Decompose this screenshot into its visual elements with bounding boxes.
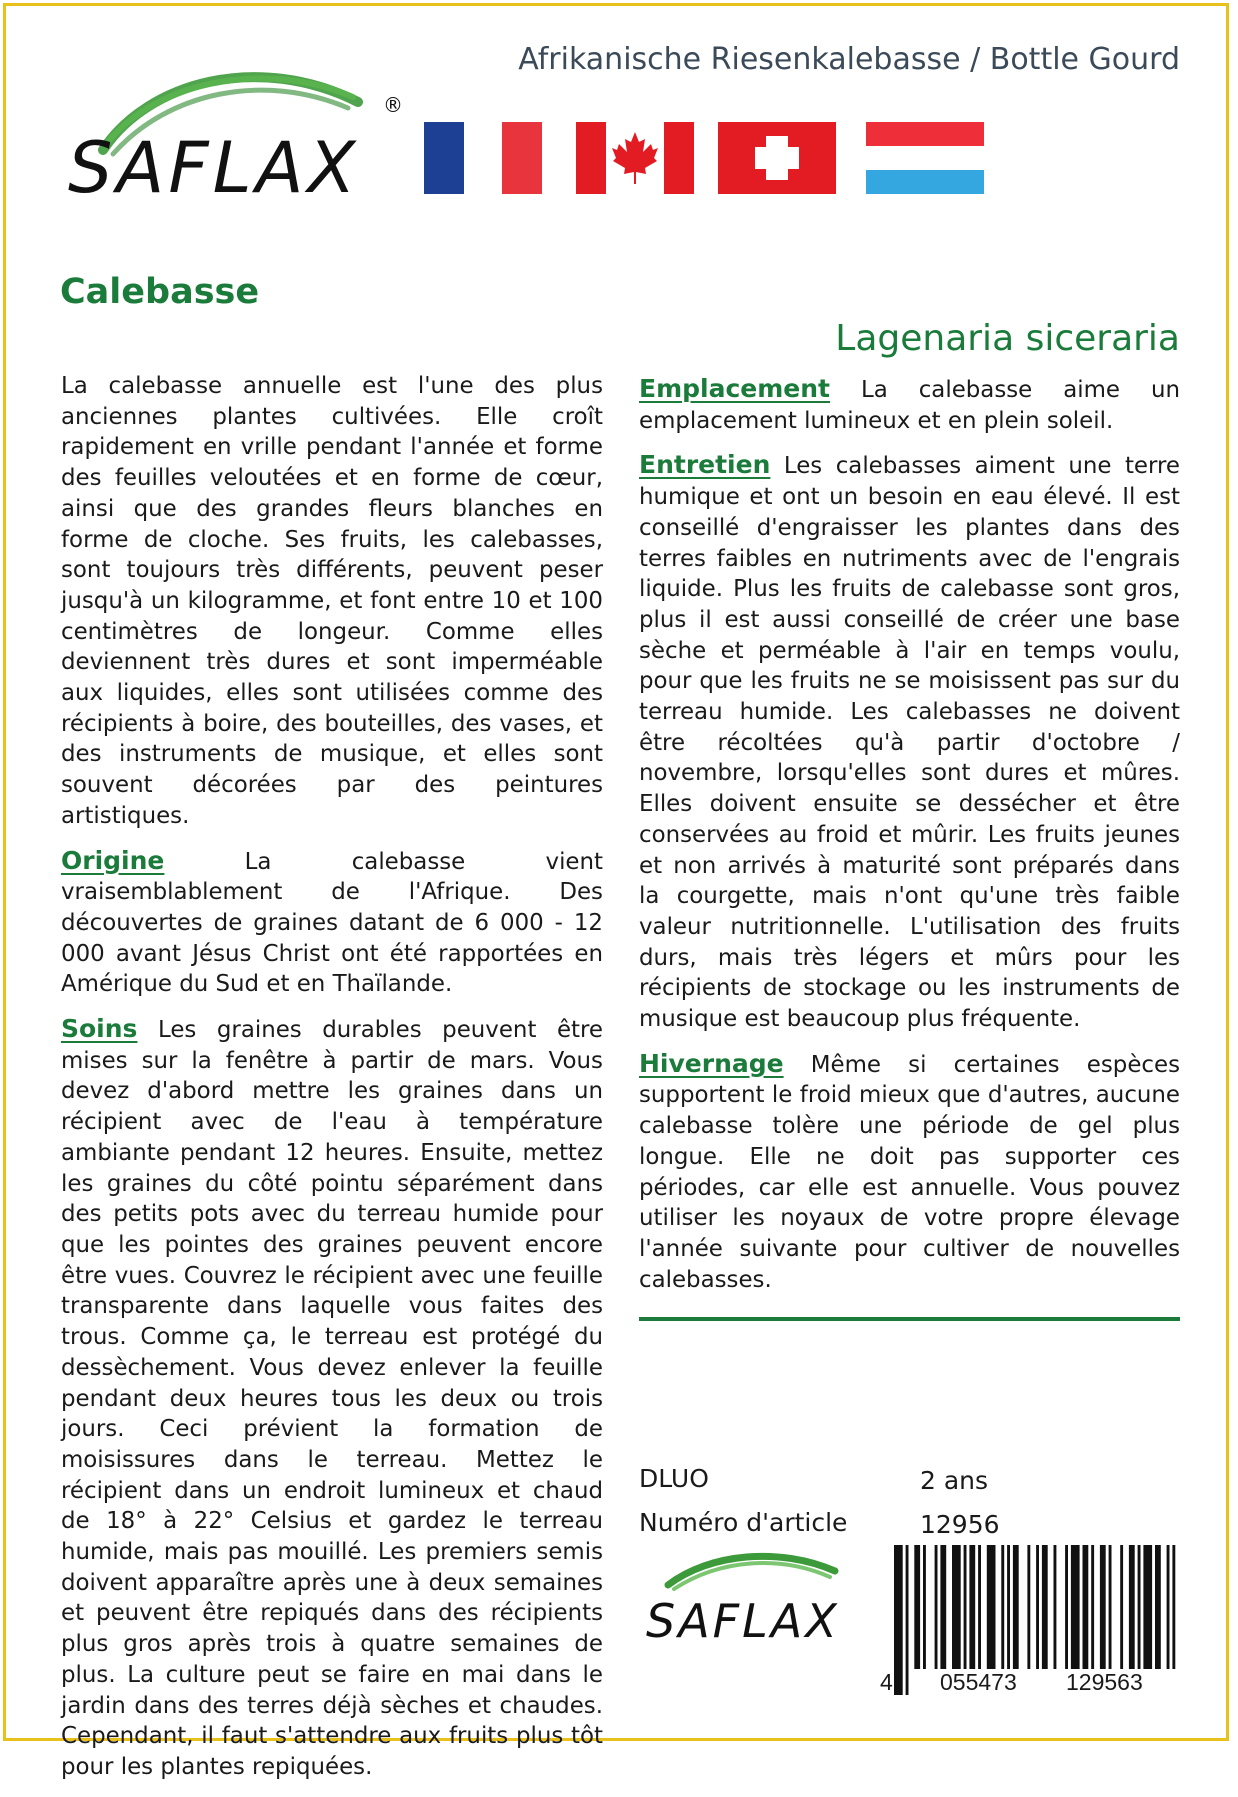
left-column: [61, 371, 603, 1797]
saflax-logo: [58, 42, 418, 212]
luxembourg-flag-icon: [866, 122, 984, 194]
dluo-label: DLUO: [639, 1464, 709, 1493]
barcode-bar: [906, 1545, 909, 1695]
barcode-bar: [978, 1545, 981, 1669]
emplacement-section: [639, 374, 1180, 436]
barcode-bar: [940, 1545, 946, 1669]
entretien-text: Les calebasses aiment une terre humique et ont un besoin en eau élevé. Il est conseillé d'engraisser les plantes dans des terres faibles en nutriments avec de l'engrais liquide. Plus les fruits de calebasse sont gros, plus il est aussi conseillé de créer une base sèche et perméable à l'air en temps voulu, pour que les fruits ne se moisissent pas sur du terreau humide. Les calebasses ne doivent être récoltées qu'à partir d'octobre / novembre, lorsqu'elles sont dures et mûres. Elles doivent ensuite se dessécher et être conservées au froid et mûrir. Les fruits jeunes et non arrivés à maturité sont préparés dans la courgette, mais n'ont qu'une très faible valeur nutritionnelle. L'utilisation des fruits durs, mais très légers et mûrs pour les récipients de stockage ou les instruments de musique est beaucoup plus fréquente.: [639, 453, 1180, 1033]
dluo-value: 2 ans: [920, 1466, 989, 1495]
barcode-bar: [1100, 1545, 1106, 1669]
page-title: Calebasse: [60, 272, 260, 312]
svg-text:®: ®: [383, 93, 403, 117]
barcode-bar: [1054, 1545, 1057, 1669]
origine-section: [61, 846, 603, 1001]
barcode-bar: [969, 1545, 975, 1669]
entretien-section: [639, 450, 1180, 1034]
origine-heading: Origine: [61, 845, 165, 875]
barcode-bar: [1120, 1545, 1123, 1669]
hivernage-section: [639, 1049, 1180, 1296]
barcode-bar: [1036, 1545, 1039, 1669]
svg-text:SAFLAX: SAFLAX: [68, 127, 360, 209]
barcode-bar: [1091, 1545, 1094, 1669]
barcode-bar: [964, 1545, 967, 1669]
barcode-bar: [1027, 1545, 1030, 1669]
barcode-bar: [1109, 1545, 1112, 1669]
barcode-bar: [1172, 1545, 1175, 1669]
barcode-bar: [923, 1545, 926, 1669]
barcode-bar: [1129, 1545, 1135, 1669]
barcode-bar: [1007, 1545, 1010, 1669]
intro-paragraph: La calebasse annuelle est l'une des plus anciennes plantes cultivées. Elle croît rapidement en vrille pendant l'année et forme des feuilles veloutées et en forme de cœur, ainsi que des grandes fleurs blanches en forme de cloche. Ses fruits, les calebasses, sont toujours très différents, peuvent peser jusqu'à un kilogramme, et font entre 10 et 100 centimètres de longeur. Comme elles deviennent très dures et sont imperméable aux liquides, elles sont utilisées comme des récipients à boire, des bouteilles, des vases, et des instruments de musique, et elles sont souvent décorées par des peintures artistiques.: [61, 373, 603, 829]
barcode-bar: [1143, 1545, 1152, 1669]
barcode-digit-first: 4: [880, 1669, 893, 1695]
barcode-bar: [914, 1545, 920, 1669]
barcode-bar: [1155, 1545, 1161, 1669]
barcode-bar: [1042, 1545, 1048, 1669]
latin-name: Lagenaria siceraria: [835, 318, 1180, 359]
barcode-digits-middle: 055473: [940, 1669, 1017, 1695]
soins-heading: Soins: [61, 1014, 138, 1044]
emplacement-heading: Emplacement: [639, 374, 830, 403]
soins-section: [61, 1014, 603, 1783]
soins-text: Les graines durables peuvent être mises sur la fenêtre à partir de mars. Vous devez d'abord mettre les graines dans un récipient avec de l'eau à température ambiante pendant 12 heures. Ensuite, mettez les graines du côté pointu séparément dans des petits pots avec du terreau humide pour que les pointes des graines peuvent encore être vues. Couvrez le récipient avec une feuille transparente dans laquelle vous faites des trous. Comme ça, le terreau est protégé du dessèchement. Vous devez enlever la feuille pendant deux heures tous les deux ou trois jours. Ceci prévient la formation de moisissures dans le terreau. Mettez le récipient dans un endroit lumineux et chaud de 18° à 22° Celsius et gardez le terreau humide, mais pas mouillé. Les premiers semis doivent apparaître après une à deux semaines et peuvent être repiqués dans des récipients plus gros après trois à quatre semaines de plus. La culture peut se faire en mai dans le jardin dans des terres déjà sèches et chaudes. Cependant, il faut s'attendre aux fruits plus tôt pour les plantes repiquées.: [61, 1017, 604, 1780]
barcode: [880, 1545, 1182, 1695]
header-title: Afrikanische Riesenkalebasse / Bottle Gourd: [518, 42, 1180, 77]
canada-flag-icon: [576, 122, 694, 194]
emplacement-text: La calebasse aime un emplacement lumineux et en plein soleil.: [639, 377, 1180, 434]
france-flag-icon: [424, 122, 542, 194]
barcode-bar: [1001, 1545, 1004, 1669]
hivernage-text: Même si certaines espèces supportent le froid mieux que d'autres, aucune calebasse tolère une période de gel plus longue. Elle ne doit pas supporter ces périodes, car elle est annuelle. Vous pouvez utiliser les noyaux de votre propre élevage l'année suivante pour cultiver de nouvelles calebasses.: [639, 1051, 1180, 1293]
barcode-bar: [1138, 1545, 1141, 1669]
article-value: 12956: [920, 1510, 1000, 1539]
barcode-bar: [935, 1545, 938, 1669]
article-label: Numéro d'article: [639, 1508, 848, 1537]
entretien-heading: Entretien: [639, 450, 771, 480]
barcode-bar: [1013, 1545, 1019, 1669]
right-column: [639, 374, 1180, 1309]
svg-text:SAFLAX: SAFLAX: [646, 1594, 840, 1648]
origine-text: La calebasse vient vraisemblablement de l'Afrique. Des découvertes de graines datant de 6 000 - 12 000 avant Jésus Christ ont été rapportées en Amérique du Sud et en Thaïlande.: [61, 848, 603, 998]
barcode-bar: [987, 1545, 996, 1669]
barcode-digits-last: 129563: [1066, 1669, 1143, 1695]
divider-rule: [639, 1317, 1180, 1321]
barcode-bar: [894, 1545, 903, 1695]
hivernage-heading: Hivernage: [639, 1048, 784, 1078]
barcode-bar: [1065, 1545, 1068, 1669]
barcode-bar: [952, 1545, 961, 1669]
barcode-bar: [1167, 1545, 1170, 1669]
saflax-small-logo: [640, 1545, 860, 1653]
switzerland-flag-icon: [718, 122, 836, 194]
